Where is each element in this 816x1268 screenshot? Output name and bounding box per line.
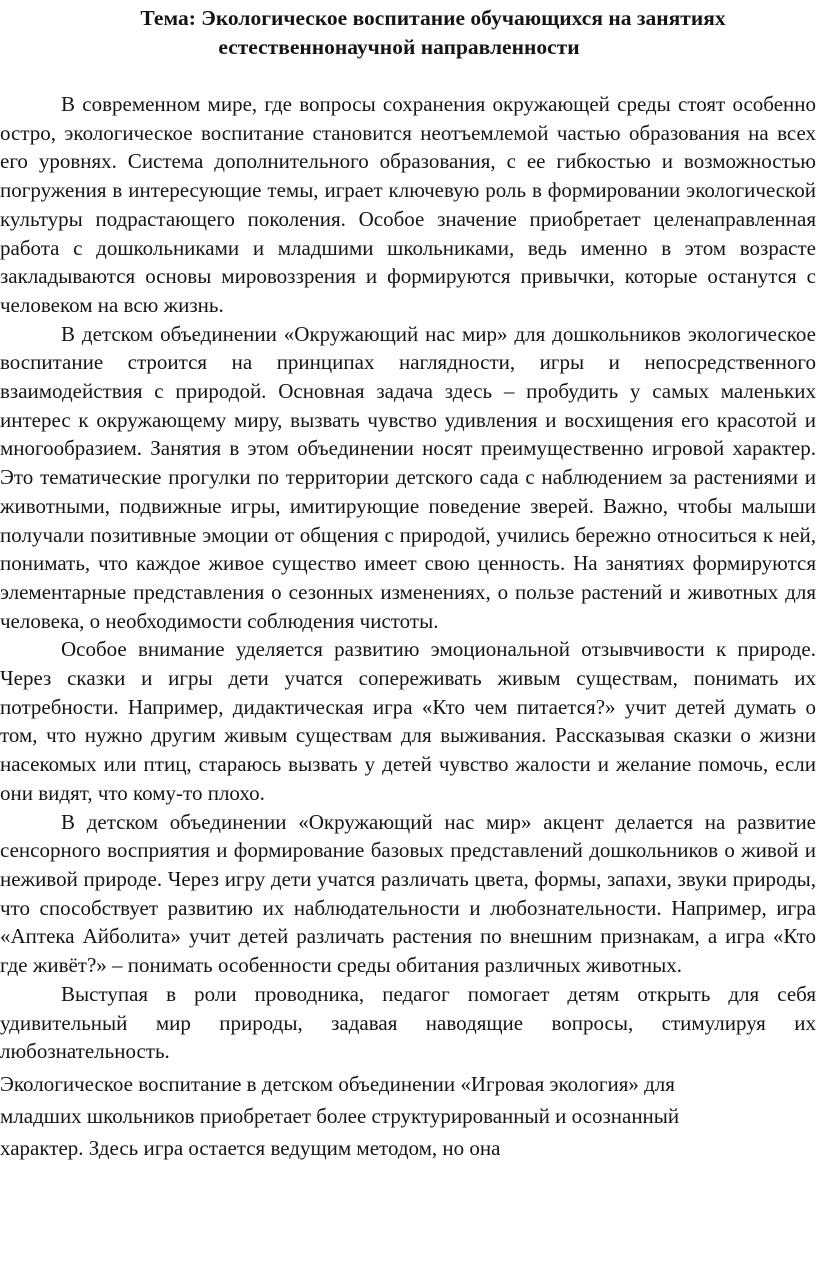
paragraph-emotional-response: Особое внимание уделяется развитию эмоциональной отзывчивости к природе. Через сказки и игры дети учатся сопереживать живым существам, понимать их потребности. Например, дидактическая игра «Кто чем питается?» учит детей думать о том, что нужно другим живым существам для выживания. Рассказывая сказки о жизни насекомых или птиц, стараюсь вызвать у детей чувство жалости и желание помочь, если они видят, что кому-то плохо.	[0, 637, 816, 805]
title-line-2: естественнонаучной направленности	[218, 35, 580, 59]
paragraph-teacher-role: Выступая в роли проводника, педагог помогает детям открыть для себя удивительный мир природы, задавая наводящие вопросы, стимулируя их любознательность.	[0, 981, 816, 1064]
document-body	[0, 90, 816, 1164]
paragraph-sensory-perception: В детском объединении «Окружающий нас мир» акцент делается на развитие сенсорного восприятия и формирование базовых представлений дошкольников о живой и неживой природе. Через игру дети учатся различать цвета, формы, запахи, звуки природы, что способствует развитию их наблюдательности и любознательности. Например, игра «Аптека Айболита» учит детей различать растения по внешним признакам, а игра «Кто где живёт?» – понимать особенности среды обитания различных животных.	[0, 809, 816, 978]
document-title	[0, 4, 816, 62]
text-line: младших школьников приобретает более структурированный и осознанный	[0, 1103, 680, 1128]
paragraph-intro: В современном мире, где вопросы сохранения окружающей среды стоят особенно остро, экологическое воспитание становится неотъемлемой частью образования на всех его уровнях. Система дополнительного образования, с ее гибкостью и возможностью погружения в интересующие темы, играет ключевую роль в формировании экологической культуры подрастающего поколения. Особое значение приобретает целенаправленная работа с дошкольниками и младшими школьниками, ведь именно в этом возрасте закладываются основы мировоззрения и формируются привычки, которые останутся с человеком на всю жизнь.	[0, 92, 816, 317]
text-line: Экологическое воспитание в детском объединении «Игровая экология» для	[0, 1071, 675, 1096]
paragraph-preschool-association: В детском объединении «Окружающий нас мир» для дошкольников экологическое воспитание строится на принципах наглядности, игры и непосредственного взаимодействия с природой. Основная задача здесь – пробудить у самых маленьких интерес к окружающему миру, вызвать чувство удивления и восхищения его красотой и многообразием. Занятия в этом объединении носят преимущественно игровой характер. Это тематические прогулки по территории детского сада с наблюдением за растениями и животными, подвижные игры, имитирующие поведение зверей. Важно, чтобы малыши получали позитивные эмоции от общения с природой, учились бережно относиться к ней, понимать, что каждое живое существо имеет свою ценность. На занятиях формируются элементарные представления о сезонных изменениях, о пользе растений и животных для человека, о необходимости соблюдения чистоты.	[0, 321, 816, 633]
text-line: характер. Здесь игра остается ведущим методом, но она	[0, 1135, 501, 1160]
title-line-1: Тема: Экологическое воспитание обучающихся на занятиях	[140, 6, 726, 30]
